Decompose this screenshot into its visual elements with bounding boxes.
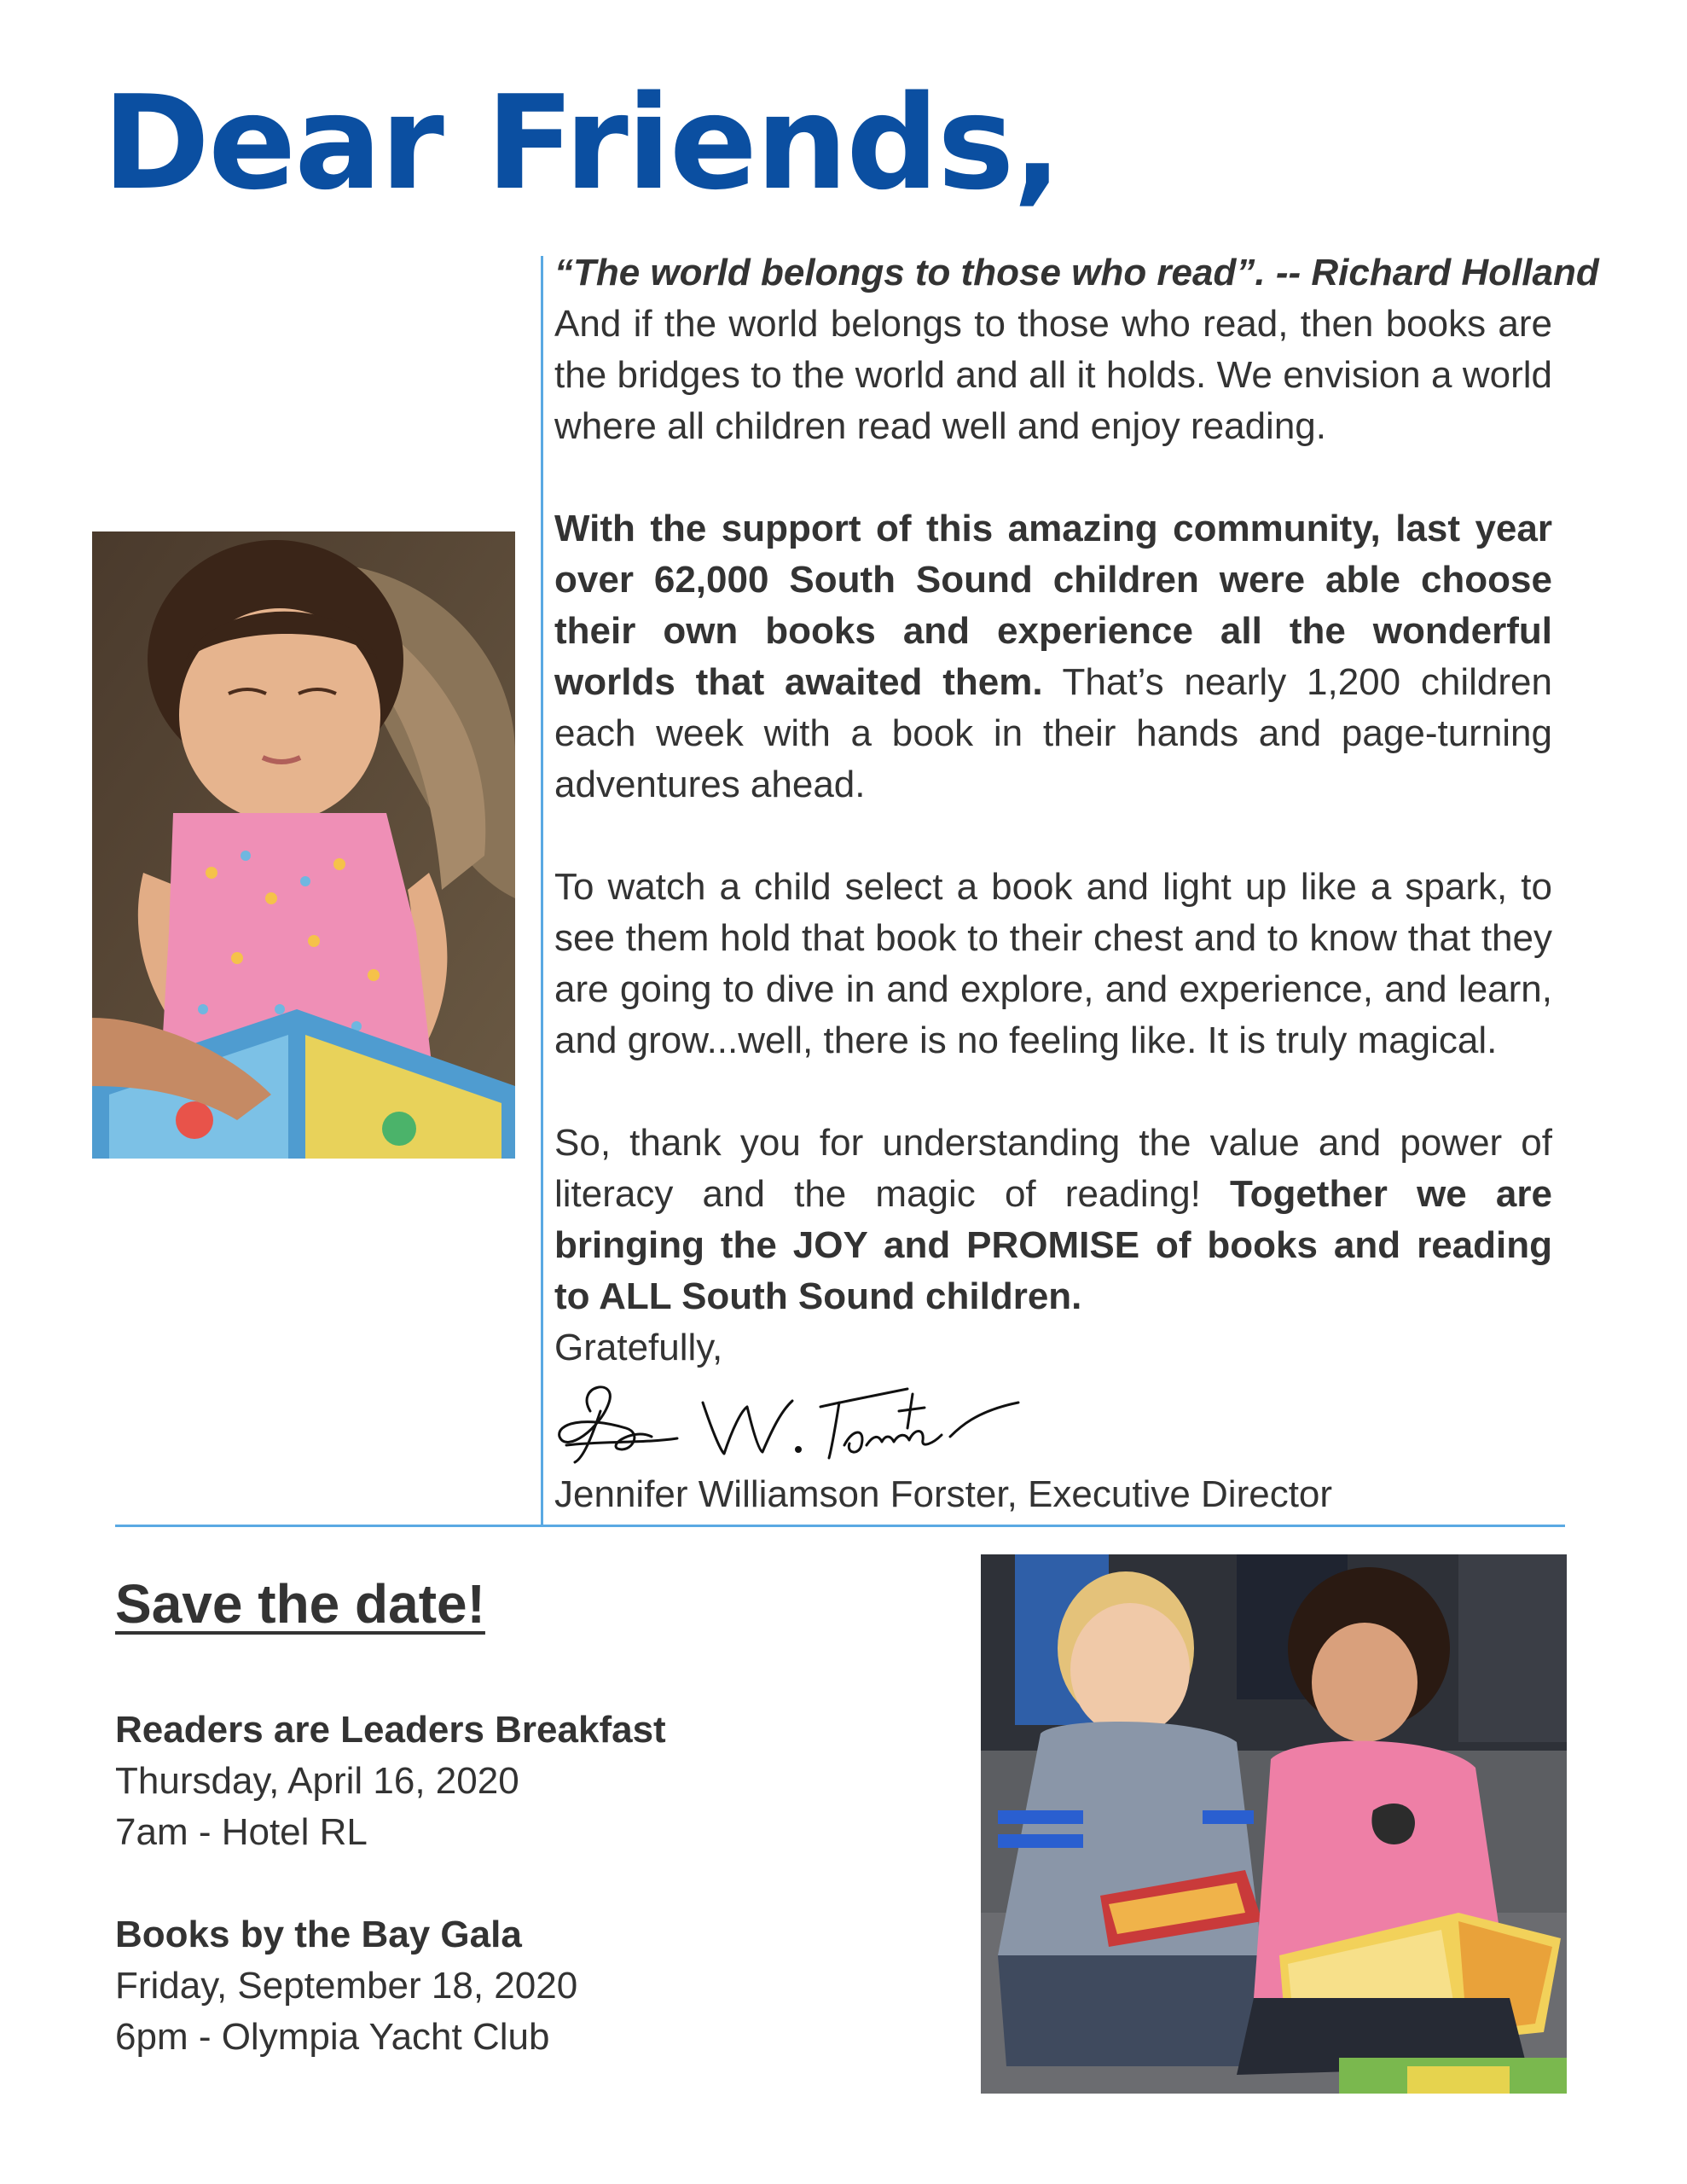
event-date: Friday, September 18, 2020 bbox=[115, 1965, 578, 2007]
impact-detail: That’s nearly 1,200 children each week with a book in their hands and page-turning adventures ahead. bbox=[554, 661, 1552, 805]
mission-statement: Together we are bringing the JOY and PROMISE of books and reading to ALL South Sound children. bbox=[554, 1173, 1552, 1317]
children-reading-photo bbox=[981, 1554, 1567, 2094]
event-item bbox=[115, 1909, 883, 2063]
closing-text: Gratefully, bbox=[554, 1327, 723, 1368]
page-heading: Dear Friends, bbox=[102, 67, 1061, 218]
signature-text: Jennifer W. Forster bbox=[549, 1377, 557, 1378]
impact-statement: With the support of this amazing community, last year over 62,000 South Sound children were able choose their own books and experience all the wonderful worlds that awaited them. bbox=[554, 508, 1552, 703]
event-name: Books by the Bay Gala bbox=[115, 1914, 522, 1955]
letter-paragraph-2 bbox=[554, 503, 1552, 810]
signer-name: Jennifer Williamson Forster, Executive Director bbox=[554, 1473, 1333, 1515]
vertical-divider bbox=[541, 256, 543, 1527]
letter-paragraph-3: To watch a child select a book and light up like a spark, to see them hold that book to their chest and to know that they are going to dive in and explore, and experience, and learn, and grow...well, there is no feeling like. It is truly magical. bbox=[554, 866, 1552, 1061]
horizontal-divider bbox=[115, 1525, 1565, 1527]
event-details: 6pm - Olympia Yacht Club bbox=[115, 2016, 550, 2058]
event-date: Thursday, April 16, 2020 bbox=[115, 1760, 519, 1802]
letter-body bbox=[549, 247, 1599, 1520]
save-the-date-title: Save the date! bbox=[115, 1573, 485, 1635]
save-the-date-section bbox=[115, 1570, 883, 2114]
opening-quote: “The world belongs to those who read”. -- Richard Holland bbox=[554, 252, 1599, 293]
girl-reading-photo bbox=[92, 531, 515, 1159]
event-name: Readers are Leaders Breakfast bbox=[115, 1709, 666, 1751]
thank-you-text: So, thank you for understanding the value and power of literacy and the magic of reading! bbox=[554, 1122, 1552, 1215]
letter-paragraph-4 bbox=[554, 1118, 1552, 1322]
event-details: 7am - Hotel RL bbox=[115, 1811, 368, 1853]
letter-intro bbox=[554, 247, 1599, 452]
signature bbox=[549, 1377, 1027, 1469]
letter-paragraph-1: And if the world belongs to those who read, then books are the bridges to the world and all it holds. We envision a world where all children read well and enjoy reading. bbox=[554, 303, 1552, 447]
event-item bbox=[115, 1705, 883, 1858]
